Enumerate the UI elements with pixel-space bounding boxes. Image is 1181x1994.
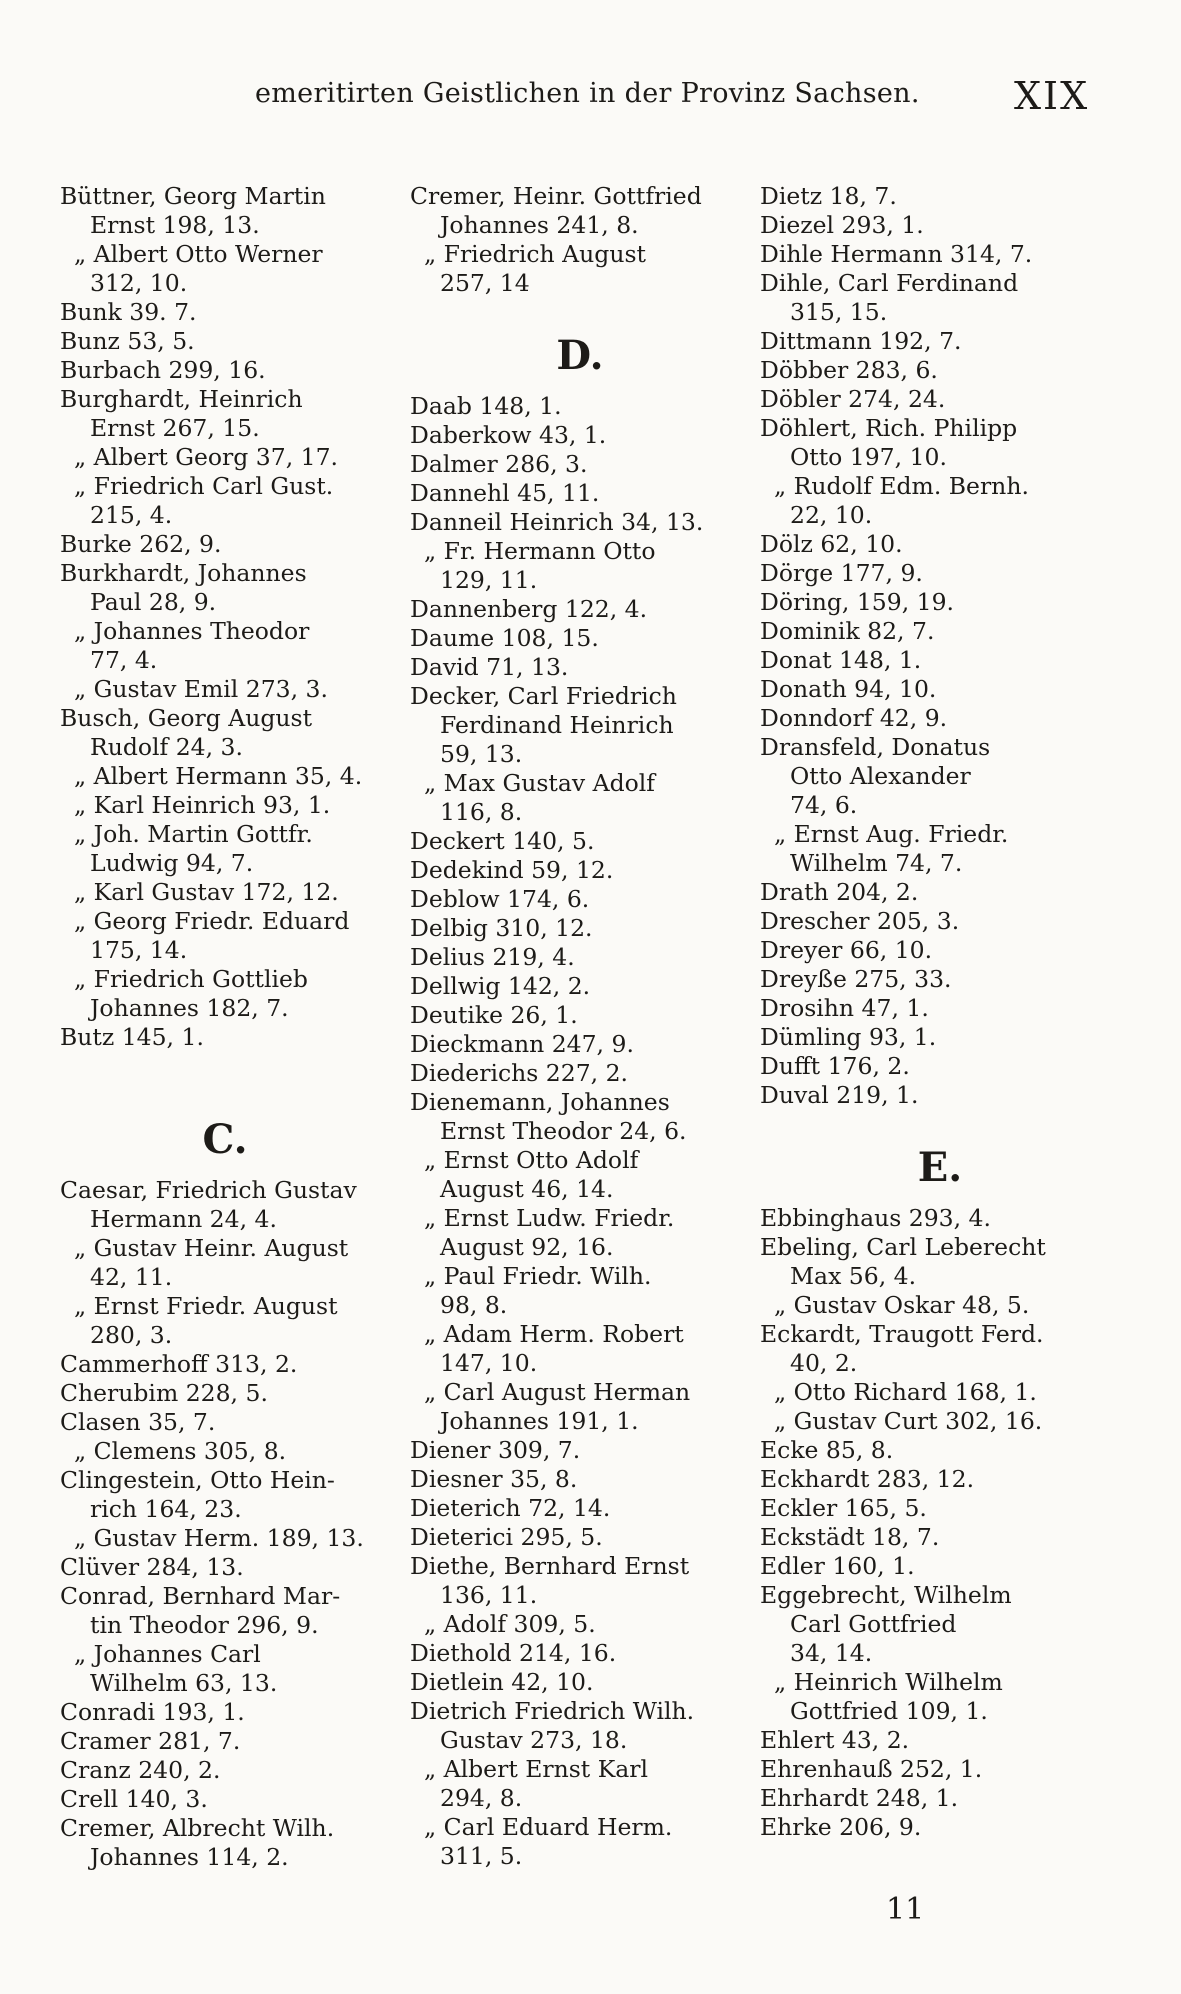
index-entry-continuation: Wilhelm 74, 7. xyxy=(790,849,963,877)
index-entry-continuation: 315, 15. xyxy=(790,298,888,326)
index-entry: Dannehl 45, 11. xyxy=(410,479,600,507)
index-entry: Deblow 174, 6. xyxy=(410,885,590,913)
index-entry: Burke 262, 9. xyxy=(60,530,222,558)
index-entry: Drescher 205, 3. xyxy=(760,907,960,935)
index-entry-continuation: 98, 8. xyxy=(440,1291,508,1319)
section-letter: D. xyxy=(556,332,604,379)
index-entry-continuation: Hermann 24, 4. xyxy=(90,1205,277,1233)
index-entry: Dreyße 275, 33. xyxy=(760,965,952,993)
index-entry-ditto: „ Albert Hermann 35, 4. xyxy=(74,762,363,790)
index-entry: Dieckmann 247, 9. xyxy=(410,1030,634,1058)
index-entry-continuation: Johannes 191, 1. xyxy=(440,1407,639,1435)
index-entry-ditto: „ Georg Friedr. Eduard xyxy=(74,907,350,935)
index-entry: Dihle, Carl Ferdinand xyxy=(760,269,1019,297)
index-entry: Dominik 82, 7. xyxy=(760,617,935,645)
index-entry: Decker, Carl Friedrich xyxy=(410,682,677,710)
index-entry: Cammerhoff 313, 2. xyxy=(60,1350,298,1378)
index-entry-ditto: „ Ernst Friedr. August xyxy=(74,1292,338,1320)
index-entry-ditto: „ Karl Heinrich 93, 1. xyxy=(74,791,331,819)
index-entry-continuation: 77, 4. xyxy=(90,646,158,674)
page-header xyxy=(0,74,1181,124)
index-entry-ditto: „ Albert Otto Werner xyxy=(74,240,323,268)
index-entry-ditto: „ Albert Georg 37, 17. xyxy=(74,443,339,471)
index-entry: Eckhardt 283, 12. xyxy=(760,1465,975,1493)
index-column-1 xyxy=(60,182,390,1872)
index-entry-continuation: Otto Alexander xyxy=(790,762,971,790)
index-entry-continuation: 136, 11. xyxy=(440,1581,538,1609)
index-entry: Dietrich Friedrich Wilh. xyxy=(410,1697,695,1725)
index-entry: Büttner, Georg Martin xyxy=(60,182,326,210)
index-entry-continuation: Carl Gottfried xyxy=(790,1610,957,1638)
index-entry-ditto: „ Fr. Hermann Otto xyxy=(424,537,656,565)
index-entry-continuation: Gottfried 109, 1. xyxy=(790,1697,988,1725)
index-entry-continuation: 147, 10. xyxy=(440,1349,538,1377)
index-entry-continuation: Johannes 182, 7. xyxy=(90,994,289,1022)
index-entry: Daume 108, 15. xyxy=(410,624,599,652)
index-entry-continuation: 42, 11. xyxy=(90,1263,173,1291)
index-entry-ditto: „ Rudolf Edm. Bernh. xyxy=(774,472,1029,500)
index-entry-ditto: „ Johannes Carl xyxy=(74,1640,261,1668)
index-entry-ditto: „ Carl Eduard Herm. xyxy=(424,1813,673,1841)
index-entry: Dieterici 295, 5. xyxy=(410,1523,603,1551)
index-entry: David 71, 13. xyxy=(410,653,569,681)
index-entry-ditto: „ Heinrich Wilhelm xyxy=(774,1668,1003,1696)
index-entry: Danneil Heinrich 34, 13. xyxy=(410,508,704,536)
index-entry-continuation: Paul 28, 9. xyxy=(90,588,217,616)
index-entry: Duval 219, 1. xyxy=(760,1081,919,1109)
index-entry-continuation: Rudolf 24, 3. xyxy=(90,733,243,761)
index-entry: Crell 140, 3. xyxy=(60,1785,208,1813)
index-column-2 xyxy=(410,182,750,1871)
index-entry-continuation: 257, 14 xyxy=(440,269,530,297)
index-entry: Dietz 18, 7. xyxy=(760,182,897,210)
index-entry: Busch, Georg August xyxy=(60,704,313,732)
index-entry-ditto: „ Gustav Heinr. August xyxy=(74,1234,349,1262)
index-entry-continuation: 215, 4. xyxy=(90,501,173,529)
index-entry: Delbig 310, 12. xyxy=(410,914,593,942)
index-entry-ditto: „ Adolf 309, 5. xyxy=(424,1610,596,1638)
index-entry: Ehrhardt 248, 1. xyxy=(760,1784,959,1812)
index-entry: Clingestein, Otto Hein- xyxy=(60,1466,335,1494)
index-entry: Delius 219, 4. xyxy=(410,943,575,971)
index-entry-continuation: tin Theodor 296, 9. xyxy=(90,1611,319,1639)
index-entry: Diener 309, 7. xyxy=(410,1436,581,1464)
index-entry: Dölz 62, 10. xyxy=(760,530,903,558)
index-entry: Diezel 293, 1. xyxy=(760,211,924,239)
index-entry: Dittmann 192, 7. xyxy=(760,327,962,355)
index-entry: Diederichs 227, 2. xyxy=(410,1059,629,1087)
index-entry-continuation: Ernst 198, 13. xyxy=(90,211,260,239)
index-entry: Döring, 159, 19. xyxy=(760,588,955,616)
index-entry-ditto: „ Carl August Herman xyxy=(424,1378,691,1406)
index-entry-continuation: 294, 8. xyxy=(440,1784,523,1812)
index-entry-continuation: Johannes 114, 2. xyxy=(90,1843,289,1871)
index-entry-continuation: 116, 8. xyxy=(440,798,523,826)
index-entry: Dellwig 142, 2. xyxy=(410,972,591,1000)
index-entry: Ehrenhauß 252, 1. xyxy=(760,1755,983,1783)
index-entry-continuation: Johannes 241, 8. xyxy=(440,211,639,239)
index-entry: Bunz 53, 5. xyxy=(60,327,195,355)
index-entry-ditto: „ Max Gustav Adolf xyxy=(424,769,655,797)
index-entry-continuation: 40, 2. xyxy=(790,1349,858,1377)
index-entry: Dihle Hermann 314, 7. xyxy=(760,240,1033,268)
index-entry: Clüver 284, 13. xyxy=(60,1553,244,1581)
section-letter: C. xyxy=(202,1116,248,1163)
index-entry: Diesner 35, 8. xyxy=(410,1465,578,1493)
index-entry-continuation: August 46, 14. xyxy=(440,1175,614,1203)
index-entry: Dörge 177, 9. xyxy=(760,559,923,587)
index-entry-ditto: „ Gustav Emil 273, 3. xyxy=(74,675,328,703)
index-entry: Deckert 140, 5. xyxy=(410,827,595,855)
index-entry-ditto: „ Albert Ernst Karl xyxy=(424,1755,649,1783)
index-entry-ditto: „ Gustav Oskar 48, 5. xyxy=(774,1291,1030,1319)
page-number: 11 xyxy=(886,1892,925,1927)
index-entry: Ecke 85, 8. xyxy=(760,1436,894,1464)
index-entry-continuation: 74, 6. xyxy=(790,791,858,819)
index-entry: Donath 94, 10. xyxy=(760,675,937,703)
index-entry: Eckstädt 18, 7. xyxy=(760,1523,940,1551)
index-entry: Clasen 35, 7. xyxy=(60,1408,216,1436)
index-entry-ditto: „ Ernst Ludw. Friedr. xyxy=(424,1204,675,1232)
index-entry: Cremer, Heinr. Gottfried xyxy=(410,182,702,210)
index-entry-continuation: 59, 13. xyxy=(440,740,523,768)
index-entry: Conradi 193, 1. xyxy=(60,1698,245,1726)
index-entry: Ebbinghaus 293, 4. xyxy=(760,1204,991,1232)
index-entry: Dalmer 286, 3. xyxy=(410,450,588,478)
index-entry: Cramer 281, 7. xyxy=(60,1727,241,1755)
index-entry: Dieterich 72, 14. xyxy=(410,1494,611,1522)
index-entry-continuation: 312, 10. xyxy=(90,269,188,297)
index-entry: Cremer, Albrecht Wilh. xyxy=(60,1814,335,1842)
index-entry: Butz 145, 1. xyxy=(60,1023,204,1051)
index-entry: Daberkow 43, 1. xyxy=(410,421,607,449)
index-entry-ditto: „ Friedrich Gottlieb xyxy=(74,965,308,993)
index-entry: Cherubim 228, 5. xyxy=(60,1379,268,1407)
index-entry-continuation: August 92, 16. xyxy=(440,1233,614,1261)
index-entry: Daab 148, 1. xyxy=(410,392,562,420)
index-entry-continuation: Gustav 273, 18. xyxy=(440,1726,628,1754)
index-entry-continuation: 22, 10. xyxy=(790,501,873,529)
index-entry: Dannenberg 122, 4. xyxy=(410,595,648,623)
index-entry: Ehrke 206, 9. xyxy=(760,1813,922,1841)
index-entry: Burkhardt, Johannes xyxy=(60,559,307,587)
index-entry-continuation: Max 56, 4. xyxy=(790,1262,917,1290)
index-entry-continuation: rich 164, 23. xyxy=(90,1495,242,1523)
index-entry-ditto: „ Friedrich August xyxy=(424,240,646,268)
index-entry: Eckardt, Traugott Ferd. xyxy=(760,1320,1044,1348)
index-entry: Diethold 214, 16. xyxy=(410,1639,617,1667)
index-entry-continuation: 34, 14. xyxy=(790,1639,873,1667)
index-entry-ditto: „ Adam Herm. Robert xyxy=(424,1320,684,1348)
index-entry-ditto: „ Friedrich Carl Gust. xyxy=(74,472,334,500)
index-entry: Dümling 93, 1. xyxy=(760,1023,937,1051)
index-entry-ditto: „ Gustav Herm. 189, 13. xyxy=(74,1524,364,1552)
index-entry-continuation: 129, 11. xyxy=(440,566,538,594)
index-entry-ditto: „ Ernst Otto Adolf xyxy=(424,1146,639,1174)
index-entry: Donndorf 42, 9. xyxy=(760,704,948,732)
index-entry: Conrad, Bernhard Mar- xyxy=(60,1582,341,1610)
index-column-3 xyxy=(760,182,1120,1842)
index-entry: Döbber 283, 6. xyxy=(760,356,938,384)
index-entry-continuation: Wilhelm 63, 13. xyxy=(90,1669,278,1697)
index-entry-continuation: 311, 5. xyxy=(440,1842,523,1870)
index-entry: Drath 204, 2. xyxy=(760,878,919,906)
index-entry-ditto: „ Karl Gustav 172, 12. xyxy=(74,878,339,906)
index-entry: Döhlert, Rich. Philipp xyxy=(760,414,1018,442)
index-entry: Ehlert 43, 2. xyxy=(760,1726,910,1754)
index-entry: Deutike 26, 1. xyxy=(410,1001,578,1029)
index-entry-continuation: Ernst Theodor 24, 6. xyxy=(440,1117,687,1145)
index-entry: Dietlein 42, 10. xyxy=(410,1668,594,1696)
index-entry: Döbler 274, 24. xyxy=(760,385,946,413)
index-entry-continuation: 175, 14. xyxy=(90,936,188,964)
index-entry-ditto: „ Joh. Martin Gottfr. xyxy=(74,820,313,848)
index-entry: Drosihn 47, 1. xyxy=(760,994,929,1022)
index-entry: Dedekind 59, 12. xyxy=(410,856,614,884)
index-entry: Diethe, Bernhard Ernst xyxy=(410,1552,690,1580)
index-entry: Eggebrecht, Wilhelm xyxy=(760,1581,1012,1609)
index-entry: Cranz 240, 2. xyxy=(60,1756,221,1784)
index-entry-ditto: „ Otto Richard 168, 1. xyxy=(774,1378,1037,1406)
index-entry-continuation: Ludwig 94, 7. xyxy=(90,849,254,877)
page-number-roman: XIX xyxy=(1014,74,1090,118)
index-entry: Eckler 165, 5. xyxy=(760,1494,927,1522)
index-entry-continuation: 280, 3. xyxy=(90,1321,173,1349)
index-entry-ditto: „ Paul Friedr. Wilh. xyxy=(424,1262,652,1290)
index-entry: Dransfeld, Donatus xyxy=(760,733,991,761)
index-entry-ditto: „ Johannes Theodor xyxy=(74,617,310,645)
index-entry: Dreyer 66, 10. xyxy=(760,936,933,964)
index-entry: Donat 148, 1. xyxy=(760,646,922,674)
index-entry: Burbach 299, 16. xyxy=(60,356,266,384)
index-entry: Dienemann, Johannes xyxy=(410,1088,670,1116)
index-entry: Caesar, Friedrich Gustav xyxy=(60,1176,357,1204)
index-entry: Dufft 176, 2. xyxy=(760,1052,910,1080)
index-entry: Ebeling, Carl Leberecht xyxy=(760,1233,1046,1261)
index-entry: Burghardt, Heinrich xyxy=(60,385,303,413)
section-letter: E. xyxy=(917,1144,963,1191)
index-entry: Bunk 39. 7. xyxy=(60,298,197,326)
index-entry-continuation: Ferdinand Heinrich xyxy=(440,711,674,739)
index-entry: Edler 160, 1. xyxy=(760,1552,915,1580)
index-entry-ditto: „ Gustav Curt 302, 16. xyxy=(774,1407,1043,1435)
index-entry-continuation: Otto 197, 10. xyxy=(790,443,947,471)
index-entry-ditto: „ Clemens 305, 8. xyxy=(74,1437,287,1465)
index-entry-ditto: „ Ernst Aug. Friedr. xyxy=(774,820,1009,848)
index-entry-continuation: Ernst 267, 15. xyxy=(90,414,260,442)
running-head: emeritirten Geistlichen in der Provinz Sachsen. xyxy=(255,78,920,109)
